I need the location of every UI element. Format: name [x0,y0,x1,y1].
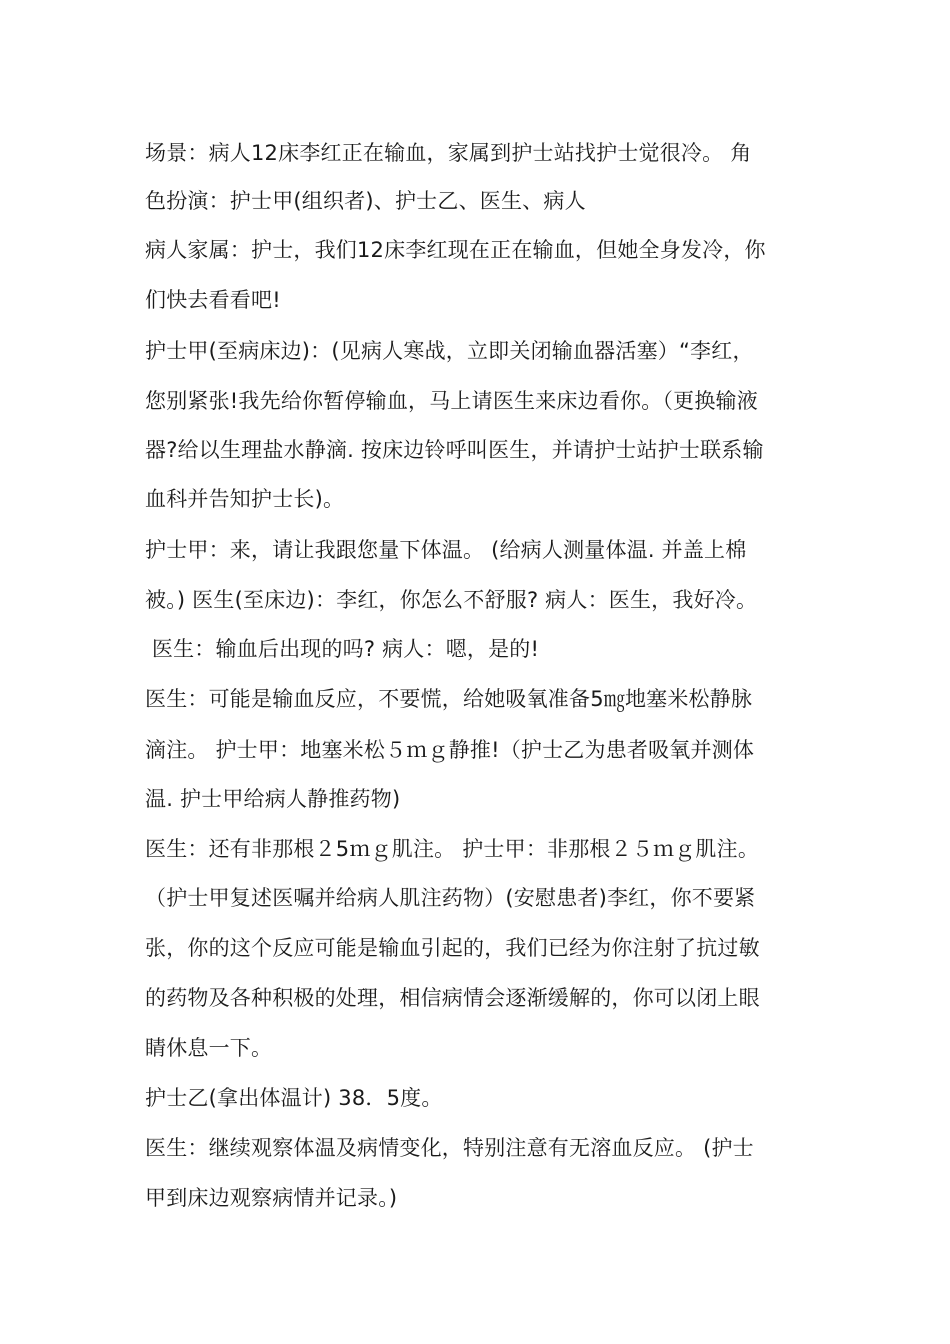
text-line: 病人家属：护士，我们12床李红现在正在输血，但她全身发冷，你 [145,238,766,262]
text-line: 温. 护士甲给病人静推药物) [145,787,401,811]
text-line: 们快去看看吧! [145,288,281,312]
text-line: 的药物及各种积极的处理，相信病情会逐渐缓解的，你可以闭上眼 [145,986,760,1010]
text-line: 甲到床边观察病情并记录。) [145,1186,398,1210]
text-line: 您别紧张!我先给你暂停输血，马上请医生来床边看你。（更换输液 [145,389,758,413]
text-line: 器?给以生理盐水静滴. 按床边铃呼叫医生，并请护士站护士联系输 [145,438,764,462]
text-line: 医生：输血后出现的吗? 病人：嗯，是的! [145,637,540,661]
text-line: 护士乙(拿出体温计) 38．5度。 [145,1086,443,1110]
text-line: （护士甲复述医嘱并给病人肌注药物）(安慰患者)李红，你不要紧 [145,886,756,910]
text-line: 血科并告知护士长)。 [145,487,345,511]
text-line: 滴注。 护士甲：地塞米松５ｍｇ静推!（护士乙为患者吸氧并测体 [145,738,755,762]
text-line: 被。) 医生(至床边)：李红，你怎么不舒服? 病人：医生，我好冷。 [145,588,758,612]
text-line: 睛休息一下。 [145,1036,273,1060]
text-line: 场景：病人12床李红正在输血，家属到护士站找护士觉很冷。 角 [145,141,752,165]
text-line: 张，你的这个反应可能是输血引起的，我们已经为你注射了抗过敏 [145,936,760,960]
text-line: 医生：还有非那根２5ｍｇ肌注。 护士甲：非那根２５ｍｇ肌注。 [145,837,760,861]
text-line: 护士甲：来，请让我跟您量下体温。 (给病人测量体温. 并盖上棉 [145,538,747,562]
text-line: 医生：可能是输血反应，不要慌，给她吸氧准备5㎎地塞米松静脉 [145,687,753,711]
text-line: 护士甲(至病床边)：(见病人寒战，立即关闭输血器活塞）“李红， [145,339,754,363]
text-line: 色扮演：护士甲(组织者)、护士乙、医生、病人 [145,189,586,213]
text-line: 医生：继续观察体温及病情变化，特别注意有无溶血反应。 (护士 [145,1136,754,1160]
